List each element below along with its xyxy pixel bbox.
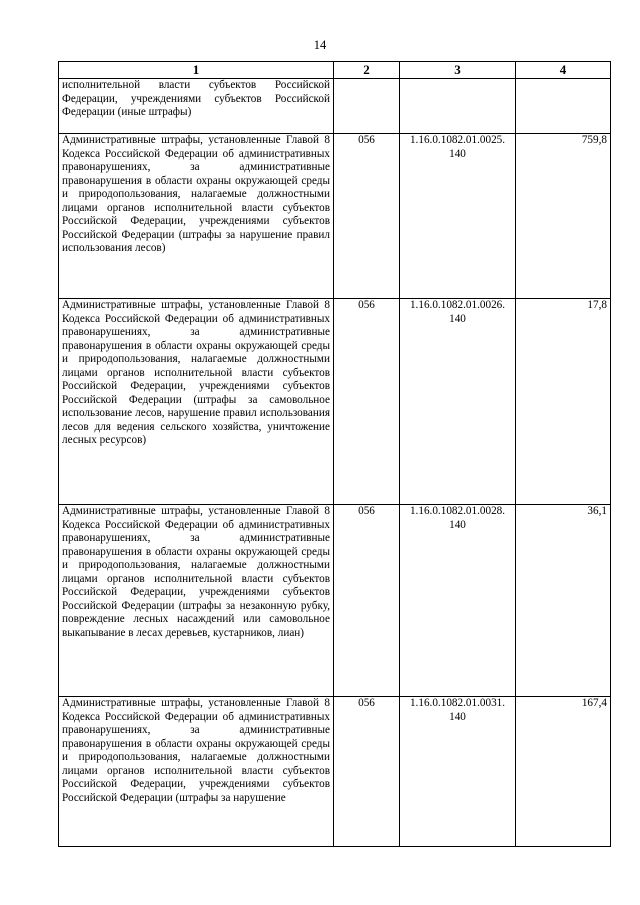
row-description: исполнительной власти субъектов Российской Федерации, учреждениями субъектов Российской Федерации (иные штрафы) — [59, 79, 334, 134]
row-admin-code — [334, 79, 400, 134]
table-row — [59, 79, 611, 134]
row-budget-code: 1.16.0.1082.01.0026. 140 — [400, 299, 516, 505]
row-amount: 17,8 — [516, 299, 611, 505]
table-row — [59, 134, 611, 299]
column-header-4: 4 — [516, 62, 611, 79]
row-budget-code — [400, 79, 516, 134]
column-header-2: 2 — [334, 62, 400, 79]
page-number: 14 — [313, 38, 327, 52]
row-admin-code: 056 — [334, 505, 400, 697]
row-amount: 167,4 — [516, 697, 611, 847]
row-description: Административные штрафы, установленные Главой 8 Кодекса Российской Федерации об административных правонарушениях, за административные правонарушения в области охраны окружающей среды и природопользования, налагаемые должностными лицами органов исполнительной власти субъектов Российской Федерации, учреждениями субъектов Российской Федерации (штрафы за нарушение правил использования лесов) — [59, 134, 334, 299]
budget-revenue-table — [58, 61, 611, 847]
row-budget-code: 1.16.0.1082.01.0025. 140 — [400, 134, 516, 299]
row-admin-code: 056 — [334, 299, 400, 505]
column-header-1: 1 — [59, 62, 334, 79]
table-row — [59, 697, 611, 847]
row-admin-code: 056 — [334, 697, 400, 847]
table-row — [59, 299, 611, 505]
row-amount — [516, 79, 611, 134]
row-admin-code: 056 — [334, 134, 400, 299]
row-description: Административные штрафы, установленные Главой 8 Кодекса Российской Федерации об административных правонарушениях, за административные правонарушения в области охраны окружающей среды и природопользования, налагаемые должностными лицами органов исполнительной власти субъектов Российской Федерации, учреждениями субъектов Российской Федерации (штрафы за незаконную рубку, повреждение лесных насаждений или самовольное выкапывание в лесах деревьев, кустарников, лиан) — [59, 505, 334, 697]
table-header-row — [59, 62, 611, 79]
row-budget-code: 1.16.0.1082.01.0028. 140 — [400, 505, 516, 697]
row-description: Административные штрафы, установленные Главой 8 Кодекса Российской Федерации об административных правонарушениях, за административные правонарушения в области охраны окружающей среды и природопользования, налагаемые должностными лицами органов исполнительной власти субъектов Российской Федерации, учреждениями субъектов Российской Федерации (штрафы за самовольное использование лесов, нарушение правил использования лесов для ведения сельского хозяйства, уничтожение лесных ресурсов) — [59, 299, 334, 505]
row-amount: 759,8 — [516, 134, 611, 299]
row-description: Административные штрафы, установленные Главой 8 Кодекса Российской Федерации об административных правонарушениях, за административные правонарушения в области охраны окружающей среды и природопользования, налагаемые должностными лицами органов исполнительной власти субъектов Российской Федерации, учреждениями субъектов Российской Федерации (штрафы за нарушение — [59, 697, 334, 847]
table-row — [59, 505, 611, 697]
column-header-3: 3 — [400, 62, 516, 79]
row-budget-code: 1.16.0.1082.01.0031. 140 — [400, 697, 516, 847]
row-amount: 36,1 — [516, 505, 611, 697]
